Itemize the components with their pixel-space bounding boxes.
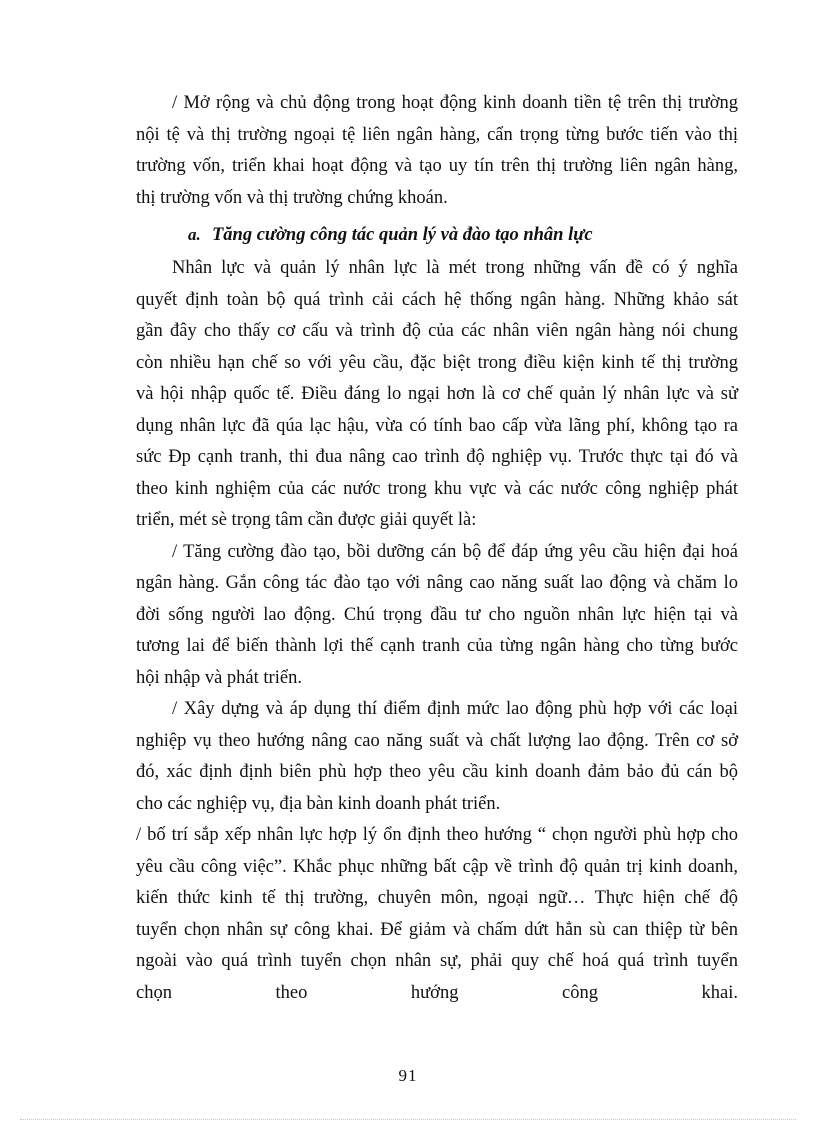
text-line: thị trường vốn và thị trường chứng khoán.: [136, 187, 448, 208]
text-line: / bố trí sắp xếp nhân lực hợp lý ổn định theo hướng “ chọn người phù hợp cho: [136, 825, 738, 845]
text-line: hội nhập và phát triển.: [136, 667, 302, 688]
text-line: tương lai để biến thành lợi thế cạnh tranh của từng ngân hàng cho từng bước: [136, 636, 738, 656]
text-line: đó, xác định định biên phù hợp theo yêu cầu kinh doanh đảm bảo đủ cán bộ: [136, 762, 738, 782]
text-line: nội tệ và thị trường ngoại tệ liên ngân hàng, cẩn trọng từng bước tiến vào thị: [136, 124, 738, 145]
text-line: / Tăng cường đào tạo, bồi dưỡng cán bộ để đáp ứng yêu cầu hiện đại hoá: [172, 541, 738, 562]
text-line: triển, mét sè trọng tâm cần được giải quyết là:: [136, 510, 477, 530]
text-line: yêu cầu công việc”. Khắc phục những bất cập về trình độ quản trị kinh doanh,: [136, 856, 738, 877]
text-line: cho các nghiệp vụ, địa bàn kinh doanh phát triển.: [136, 793, 501, 814]
page-number: 91: [398, 1066, 418, 1085]
paragraph-expand-market-activity: [136, 88, 738, 214]
paragraph-staff-arrangement: [136, 820, 738, 1009]
paragraph-training: [136, 537, 738, 695]
text-line: gần đây cho thấy cơ cấu và trình độ của các nhân viên ngân hàng nói chung: [136, 321, 738, 341]
text-line: / Mở rộng và chủ động trong hoạt động kinh doanh tiền tệ trên thị trường: [172, 93, 738, 113]
text-line: Nhân lực và quản lý nhân lực là mét trong những vấn đề có ý nghĩa: [172, 258, 738, 278]
text-line: trường vốn, triển khai hoạt động và tạo uy tín trên thị trường liên ngân hàng,: [136, 156, 738, 176]
text-line: dụng nhân lực đã qúa lạc hậu, vừa có tính bao cấp vừa lãng phí, không tạo ra: [136, 415, 738, 436]
text-line: quyết định toàn bộ quá trình cải cách hệ thống ngân hàng. Những khảo sát: [136, 289, 738, 310]
text-line: chọn theo hướng công khai.: [136, 982, 738, 1003]
text-line: và hội nhập quốc tế. Điều đáng lo ngại hơn là cơ chế quản lý nhân lực và sử: [136, 384, 738, 404]
paragraph-human-resources: [136, 253, 738, 537]
page-body: [136, 88, 738, 1009]
text-line: theo kinh nghiệm của các nước trong khu vực và các nước công nghiệp phát: [136, 478, 738, 499]
heading-text: Tăng cường công tác quản lý và đào tạo nhân lực: [212, 225, 593, 245]
footer-divider: [20, 1119, 796, 1120]
heading-marker: a.: [188, 225, 201, 244]
text-line: kiến thức kinh tế thị trường, chuyên môn, ngoại ngữ… Thực hiện chế độ: [136, 888, 738, 908]
text-line: ngân hàng. Gắn công tác đào tạo với nâng cao năng suất lao động và chăm lo: [136, 573, 738, 593]
text-line: tuyển chọn nhân sự công khai. Để giảm và chấm dứt hẳn sù can thiệp từ bên: [136, 919, 738, 940]
paragraph-labor-norms: [136, 694, 738, 820]
section-heading: [136, 217, 738, 253]
text-line: nghiệp vụ theo hướng nâng cao năng suất và chất lượng lao động. Trên cơ sở: [136, 730, 738, 751]
text-line: còn nhiều hạn chế so với yêu cầu, đặc biệt trong điều kiện kinh tế thị trường: [136, 352, 738, 373]
text-line: đời sống người lao động. Chú trọng đầu tư cho nguồn nhân lực hiện tại và: [136, 604, 738, 625]
text-line: / Xây dựng và áp dụng thí điểm định mức lao động phù hợp với các loại: [172, 699, 738, 719]
text-line: sức Ðp cạnh tranh, thi đua nâng cao trình độ nghiệp vụ. Trước thực tại đó và: [136, 447, 738, 467]
text-line: ngoài vào quá trình tuyển chọn nhân sự, phải quy chế hoá quá trình tuyển: [136, 951, 738, 971]
